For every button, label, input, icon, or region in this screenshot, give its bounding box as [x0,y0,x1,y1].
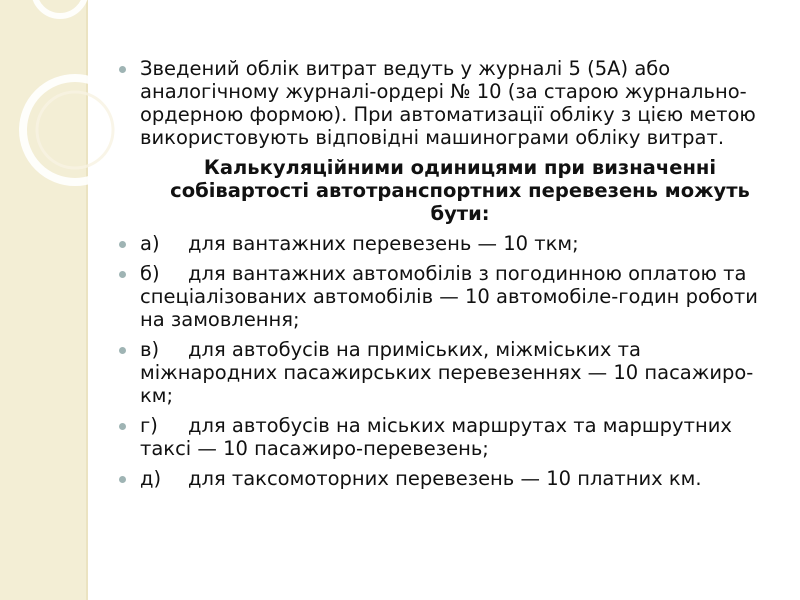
list-item-text: для вантажних перевезень — 10 ткм; [188,232,579,255]
list-item-letter: в) [140,338,160,361]
list-item-letter: г) [140,414,158,437]
list-item-text: для автобусів на міських маршрутах та маршрутних таксі — 10 пасажиро-перевезень; [140,414,732,460]
list-item-letter: б) [140,262,160,285]
list-item-v [110,338,780,407]
list-item-b [110,262,780,331]
list-item-h [110,414,780,460]
decorative-circles [0,0,120,260]
decorative-circle-inner [37,92,113,168]
paragraph-summary-accounting: Зведений облік витрат ведуть у журналі 5 (5А) або аналогічному журналі-ордері № 10 (за старою журнально-ордерною формою). При автоматизації обліку з цією метою використовують відповідні машинограми обліку витрат. [110,57,780,149]
list-item-d [110,467,780,490]
paragraph-calculation-units-heading: Калькуляційними одиницями при визначенні собівартості автотранспортних перевезень можуть бути: [170,156,750,225]
list-item-text: для автобусів на приміських, міжміських та міжнародних пасажирських перевезеннях — 10 пасажиро-км; [140,338,754,407]
list-item-a [110,232,780,255]
decorative-circle-small [34,0,86,16]
list-item-letter: д) [140,467,162,490]
list-item-text: для таксомоторних перевезень — 10 платних км. [188,467,702,490]
list-item-text: для вантажних автомобілів з погодинною оплатою та спеціалізованих автомобілів — 10 автомобіле-годин роботи на замовлення; [140,262,758,331]
list-item-letter: а) [140,232,160,255]
slide-content [110,57,780,497]
